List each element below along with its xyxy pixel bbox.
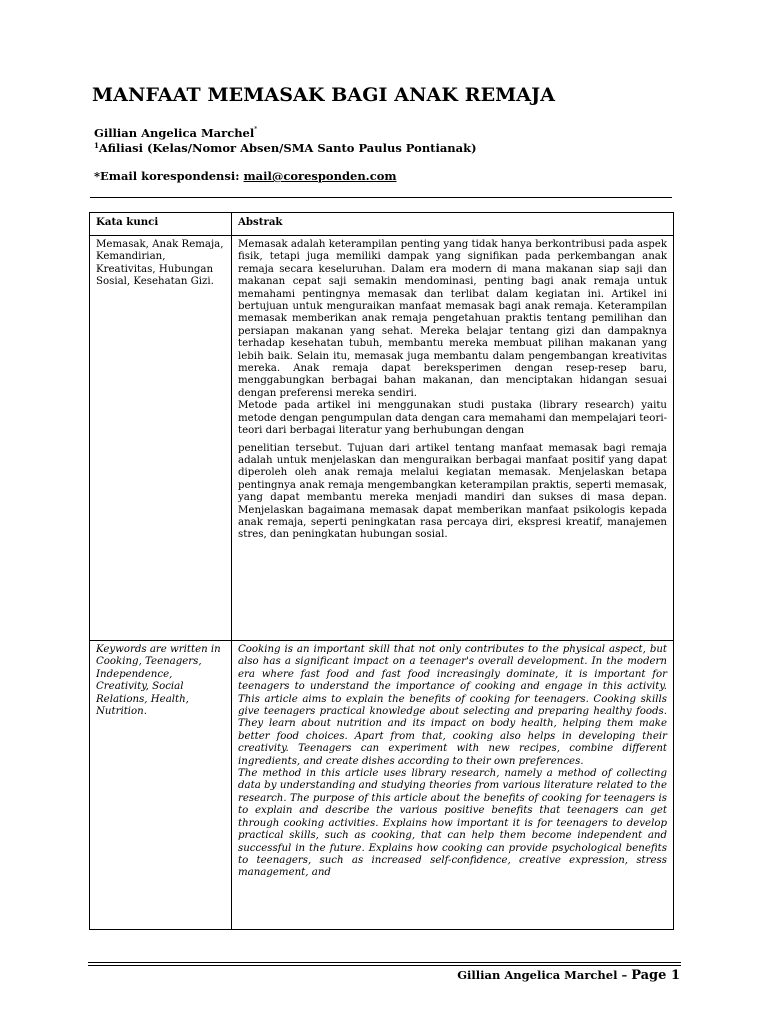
correspondence-email: [94, 169, 397, 183]
email-label: *Email korespondensi:: [94, 169, 244, 183]
author-name-text: Gillian Angelica Marchel: [94, 126, 255, 140]
abstract-indonesian-p2b: penelitian tersebut. Tujuan dari artikel tentang manfaat memasak bagi remaja adalah untuk menjelaskan dan menguraikan berbagai manfaat positif yang dapat diperoleh oleh anak remaja melalui kegiatan memasak. Menjelaskan betapa pentingnya anak remaja mengembangkan keterampilan praktis, seperti memasak, yang dapat membantu mereka menjadi mandiri dan sukses di masa depan. Menjelaskan bagaimana memasak dapat memberikan manfaat psikologis kepada anak remaja, seperti peningkatan rasa percaya diri, ekspresi kreatif, manajemen stres, dan peningkatan hubungan sosial.: [238, 442, 667, 541]
author-marker: *: [254, 126, 258, 133]
keywords-indonesian: Memasak, Anak Remaja, Kemandirian, Kreativitas, Hubungan Sosial, Kesehatan Gizi.: [90, 236, 232, 641]
table-row-indonesian: [90, 236, 674, 641]
affiliation-marker: 1: [94, 141, 99, 150]
author-name: [94, 126, 257, 140]
footer-author: Gillian Angelica Marchel –: [457, 968, 632, 982]
abstract-indonesian: [232, 236, 674, 641]
abstract-indonesian-p1: Memasak adalah keterampilan penting yang tidak hanya berkontribusi pada aspek fisik, tetapi juga memiliki dampak yang signifikan pada perkembangan anak remaja secara keseluruhan. Dalam era modern di mana makanan siap saji dan makanan cepat saji semakin mendominasi, penting bagi anak remaja untuk memahami pentingnya memasak dan terlibat dalam kegiatan ini. Artikel ini bertujuan untuk menguraikan manfaat memasak bagi anak remaja. Keterampilan memasak memberikan anak remaja pengetahuan praktis tentang pemilihan dan persiapan makanan yang sehat. Mereka belajar tentang gizi dan dampaknya terhadap kesehatan tubuh, membantu mereka membuat pilihan makanan yang lebih baik. Selain itu, memasak juga membantu dalam pengembangan kreativitas mereka. Anak remaja dapat bereksperimen dengan resep-resep baru, menggabungkan berbagai bahan makanan, dan menciptakan hidangan sesuai dengan preferensi mereka sendiri.: [238, 239, 667, 399]
paper-title: MANFAAT MEMASAK BAGI ANAK REMAJA: [92, 84, 556, 106]
abstract-english-p2: The method in this article uses library research, namely a method of collecting data by understanding and studying theories from various literature related to the research. The purpose of this article about the benefits of cooking for teenagers is to explain and describe the various positive benefits that teenagers can get through cooking activities. Explains how important it is for teenagers to develop practical skills, such as cooking, that can help them become independent and successful in the future. Explains how cooking can provide psychological benefits to teenagers, such as increased self-confidence, creative expression, stress management, and: [238, 768, 667, 879]
header-keywords: Kata kunci: [90, 213, 232, 236]
abstract-indonesian-p2a: Metode pada artikel ini menggunakan studi pustaka (library research) yaitu metode dengan pengumpulan data dengan cara memahami dan mempelajari teori-teori dari berbagai literatur yang berhubungan dengan: [238, 400, 668, 437]
author-affiliation: [94, 141, 477, 155]
abstract-english-p1: Cooking is an important skill that not only contributes to the physical aspect, but also has a significant impact on a teenager's overall development. In the modern era where fast food and fast food increasingly dominate, it is important for teenagers to understand the importance of cooking and engage in this activity. This article aims to explain the benefits of cooking for teenagers. Cooking skills give teenagers practical knowledge about selecting and preparing healthy foods. They learn about nutrition and its impact on body health, helping them make better food choices. Apart from that, cooking also helps in developing their creativity. Teenagers can experiment with new recipes, combine different ingredients, and create dishes according to their own preferences.: [238, 644, 667, 767]
footer-divider-top: [88, 962, 681, 963]
page-number: Page 1: [631, 968, 680, 983]
header-abstract: Abstrak: [232, 213, 674, 236]
affiliation-text: Afiliasi (Kelas/Nomor Absen/SMA Santo Paulus Pontianak): [98, 141, 477, 155]
email-link[interactable]: mail@coresponden.com: [243, 169, 397, 183]
abstract-table: [89, 212, 674, 930]
header-divider: [90, 197, 672, 198]
table-row-english: [90, 641, 674, 930]
footer-divider-bottom: [88, 965, 681, 966]
page-footer: [457, 968, 680, 983]
keywords-english: Keywords are written in Cooking, Teenagers, Independence, Creativity, Social Relations, Health, Nutrition.: [90, 641, 232, 930]
abstract-english: [232, 641, 674, 930]
table-header-row: [90, 213, 674, 236]
